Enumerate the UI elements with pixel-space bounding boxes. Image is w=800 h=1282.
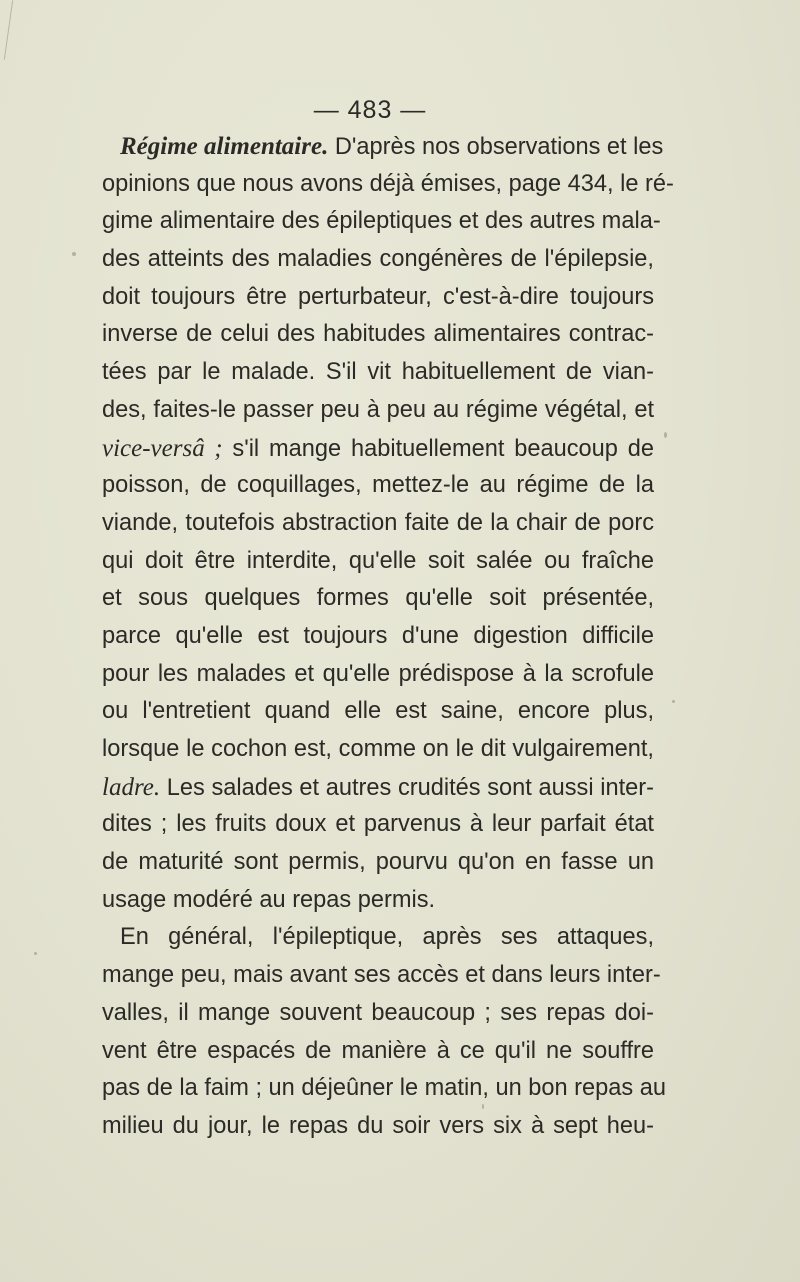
text-line-rest: s'il mange habituellement beaucoup de — [222, 435, 654, 462]
text-line: usage modéré au repas permis. — [102, 886, 436, 913]
text-line: et sous quelques formes qu'elle soit présentée, — [102, 585, 654, 612]
paper-speck — [72, 252, 76, 256]
text-line: qui doit être interdite, qu'elle soit salée ou fraîche — [102, 547, 654, 574]
text-line: lorsque le cochon est, comme on le dit vulgairement, — [102, 736, 654, 762]
text-line — [102, 769, 654, 807]
text-line — [102, 430, 654, 468]
text-line — [102, 128, 664, 166]
page-number: — 483 — — [313, 96, 427, 124]
text-line: vent être espacés de manière à ce qu'il ne souffre — [102, 1037, 654, 1064]
italic-phrase: ladre. — [102, 773, 161, 801]
paper-speck — [672, 700, 675, 703]
text-line: viande, toutefois abstraction faite de la chair de porc — [102, 509, 654, 536]
text-line: ou l'entretient quand elle est saine, encore plus, — [102, 698, 654, 725]
text-line: poisson, de coquillages, mettez-le au régime de la — [102, 472, 654, 499]
section-heading: Régime alimentaire. — [120, 133, 329, 160]
text-line: tées par le malade. S'il vit habituellement de vian- — [102, 359, 654, 386]
text-line: opinions que nous avons déjà émises, page 434, le ré- — [102, 170, 674, 197]
page-edge-mark — [4, 0, 13, 60]
paper-speck — [34, 952, 37, 955]
text-line: milieu du jour, le repas du soir vers six à sept heu- — [102, 1112, 654, 1139]
text-line: En général, l'épileptique, après ses attaques, — [120, 924, 654, 951]
text-line: valles, il mange souvent beaucoup ; ses repas doi- — [102, 999, 654, 1026]
text-line: doit toujours être perturbateur, c'est-à-dire toujours — [102, 283, 654, 310]
text-line-rest: D'après nos observations et les — [328, 134, 664, 160]
body-text — [102, 128, 674, 1146]
text-line: dites ; les fruits doux et parvenus à leur parfait état — [102, 811, 654, 838]
text-line: des, faites-le passer peu à peu au régime végétal, et — [102, 396, 654, 423]
italic-phrase: vice-versâ ; — [102, 434, 223, 462]
text-line: mange peu, mais avant ses accès et dans leurs inter- — [102, 962, 661, 989]
text-line: de maturité sont permis, pourvu qu'on en fasse un — [102, 849, 654, 876]
text-line: inverse de celui des habitudes alimentaires contrac- — [102, 321, 654, 348]
text-line: gime alimentaire des épileptiques et des autres mala- — [102, 208, 661, 235]
text-line-rest: Les salades et autres crudités sont aussi inter- — [160, 774, 654, 801]
text-line: pas de la faim ; un déjeûner le matin, un bon repas au — [102, 1075, 666, 1102]
text-line: parce qu'elle est toujours d'une digestion difficile — [102, 622, 654, 649]
paper-speck — [482, 1104, 484, 1109]
paper-speck — [664, 432, 667, 438]
text-line: des atteints des maladies congénères de l'épilepsie, — [102, 246, 654, 273]
text-line: pour les malades et qu'elle prédispose à la scrofule — [102, 660, 654, 687]
